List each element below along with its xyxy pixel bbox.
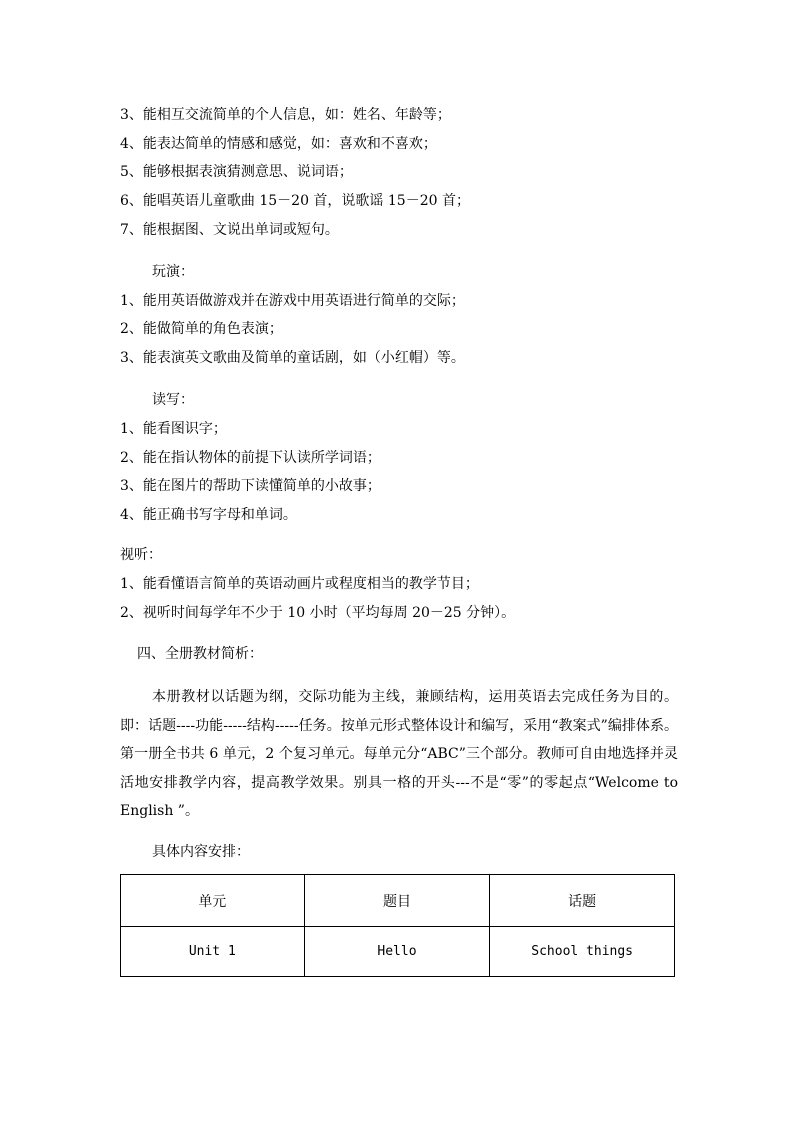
view-listen-item-1: 1、能看懂语言简单的英语动画片或程度相当的教学节目； <box>120 576 479 592</box>
read-write-item-3: 3、能在图片的帮助下读懂简单的小故事； <box>120 478 381 494</box>
read-write-item-2: 2、能在指认物体的前提下认读所学词语； <box>120 450 381 466</box>
arrangement-heading: 具体内容安排： <box>152 844 250 860</box>
speaking-item-4: 4、能表达简单的情感和感觉，如：喜欢和不喜欢； <box>120 136 437 152</box>
read-write-heading: 读写： <box>152 392 194 408</box>
view-listen-item-2: 2、视听时间每学年不少于 10 小时（平均每周 20－25 分钟）。 <box>120 605 516 621</box>
cell-title: Hello <box>304 927 490 977</box>
view-listen-heading: 视听： <box>120 547 162 563</box>
speaking-item-5: 5、能够根据表演猜测意思、说词语； <box>120 164 353 180</box>
cell-topic: School things <box>490 927 675 977</box>
play-act-item-3: 3、能表演英文歌曲及简单的童话剧，如（小红帽）等。 <box>120 350 465 366</box>
table-header-row <box>121 875 675 927</box>
read-write-item-4: 4、能正确书写字母和单词。 <box>120 507 297 523</box>
speaking-item-3: 3、能相互交流简单的个人信息，如：姓名、年龄等； <box>120 107 451 123</box>
header-unit: 单元 <box>121 875 305 927</box>
section-four-heading: 四、全册教材简析： <box>137 646 263 662</box>
header-title: 题目 <box>304 875 490 927</box>
speaking-item-7: 7、能根据图、文说出单词或短句。 <box>120 222 339 238</box>
read-write-item-1: 1、能看图识字； <box>120 421 227 437</box>
play-act-heading: 玩演： <box>152 264 194 280</box>
content-arrangement-table <box>120 874 675 977</box>
play-act-item-1: 1、能用英语做游戏并在游戏中用英语进行简单的交际； <box>120 293 465 309</box>
cell-unit: Unit 1 <box>121 927 305 977</box>
table-row <box>121 927 675 977</box>
play-act-item-2: 2、能做简单的角色表演； <box>120 321 283 337</box>
speaking-item-6: 6、能唱英语儿童歌曲 15－20 首，说歌谣 15－20 首； <box>120 193 470 209</box>
header-topic: 话题 <box>490 875 675 927</box>
textbook-analysis-paragraph: 本册教材以话题为纲，交际功能为主线，兼顾结构，运用英语去完成任务为目的。即：话题----功能-----结构-----任务。按单元形式整体设计和编写，采用“教案式”编排体系。第一册全书共 6 单元，2 个复习单元。每单元分“ABC”三个部分。教师可自由地选择并灵活地安排教学内容，提高教学效果。别具一格的开头---不是“零”的零起点“Welcome to English ”。 <box>120 689 678 819</box>
